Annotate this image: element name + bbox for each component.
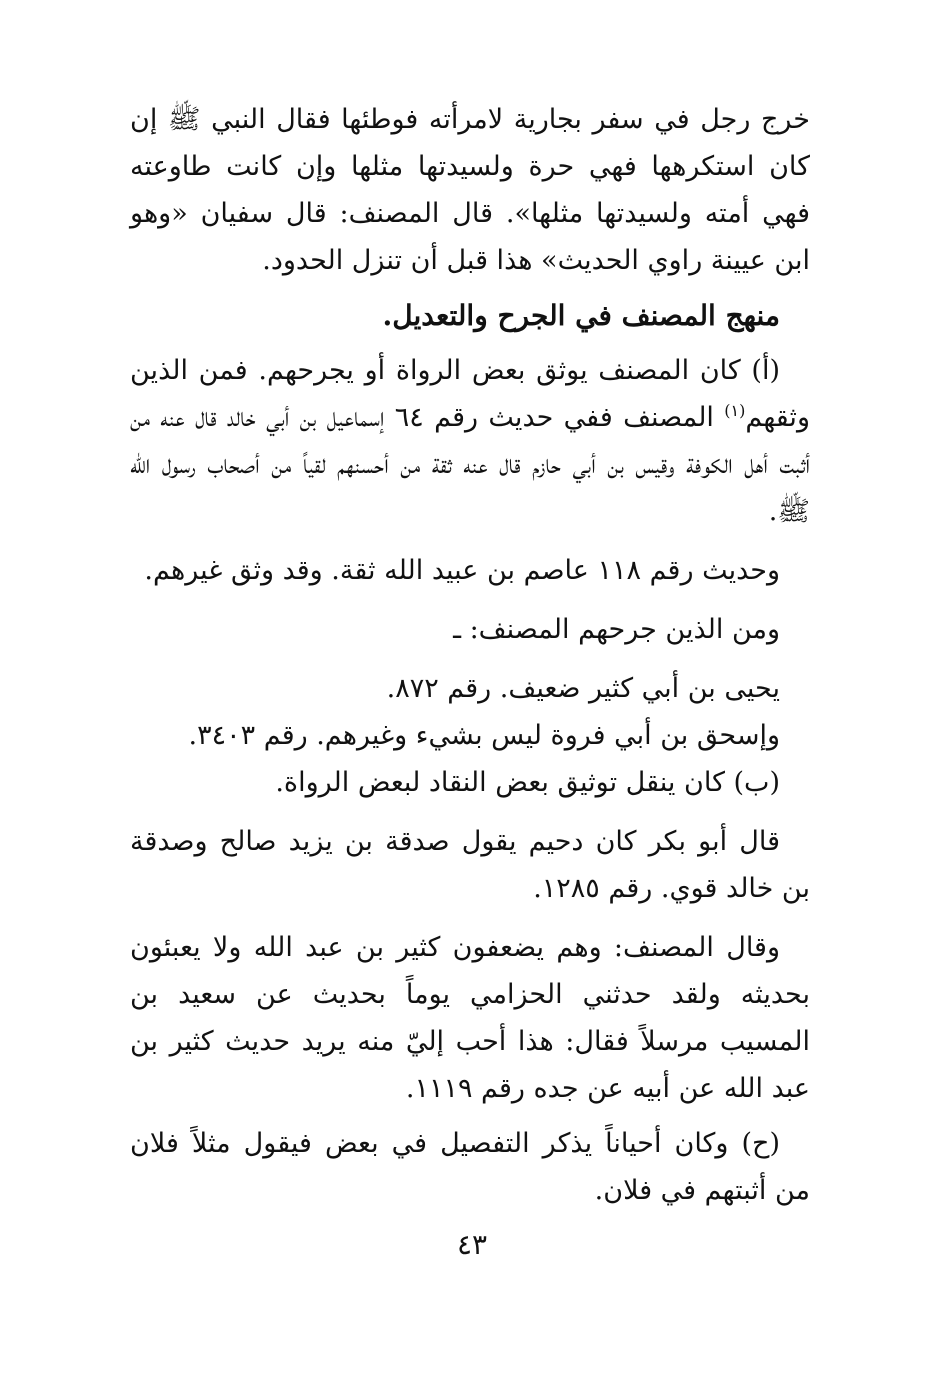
paragraph-5: يحيى بن أبي كثير ضعيف. رقم ٨٧٢. <box>386 673 780 704</box>
paragraph-7: (ب) كان ينقل توثيق بعض النقاد لبعض الرواة. <box>275 767 780 798</box>
paragraph-4: ومن الذين جرحهم المصنف: ـ <box>453 614 780 645</box>
page-body <box>130 96 810 1214</box>
section-heading: منهج المصنف في الجرح والتعديل. <box>382 299 780 332</box>
paragraph-8: قال أبو بكر كان دحيم يقول صدقة بن يزيد صالح وصدقة بن خالد قوي. رقم ١٢٨٥. <box>130 826 810 904</box>
paragraph-6: وإسحق بن أبي فروة ليس بشيء وغيرهم. رقم ٣٤٠٣. <box>188 720 780 751</box>
paragraph-2-start: (أ) كان المصنف يوثق بعض الرواة أو يجرحهم. فمن الذين وثقهم <box>130 355 810 433</box>
paragraph-2-end: المصنف ففي حديث رقم ٦٤ إسماعيل بن أبي خالد قال عنه من أثبت أهل الكوفة وقيس بن أبي حازم قال عنه ثقة من أحسنهم لقياً من أصحاب رسول الله ﷺ. <box>130 402 810 527</box>
paragraph-1: خرج رجل في سفر بجارية لامرأته فوطئها فقال النبي ﷺ إن كان استكرهها فهي حرة ولسيدتها مثلها وإن كانت طاوعته فهي أمته ولسيدتها مثلها». قال المصنف: قال سفيان «وهو ابن عيينة راوي الحديث» هذا قبل أن تنزل الحدود. <box>130 104 810 276</box>
paragraph-3: وحديث رقم ١١٨ عاصم بن عبيد الله ثقة. وقد وثق غيرهم. <box>144 555 780 586</box>
footnote-ref: (١) <box>724 401 746 420</box>
paragraph-9: وقال المصنف: وهم يضعفون كثير بن عبد الله ولا يعبئون بحديثه ولقد حدثني الحزامي يوماً بحديث عن سعيد بن المسيب مرسلاً فقال: هذا أحب إليّ منه يريد حديث كثير بن عبد الله عن أبيه عن جده رقم ١١١٩. <box>130 932 810 1104</box>
paragraph-2 <box>130 347 810 535</box>
page-number: ٤٣ <box>456 1228 488 1261</box>
paragraph-10: (ح) وكان أحياناً يذكر التفصيل في بعض فيقول مثلاً فلان من أثبتهم في فلان. <box>130 1128 810 1206</box>
